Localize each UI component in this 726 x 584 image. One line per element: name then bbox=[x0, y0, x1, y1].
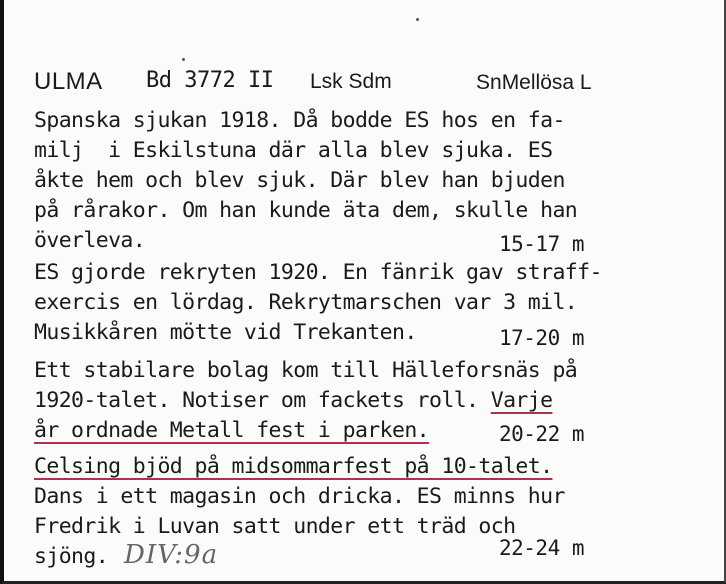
parish-name: Mellösa L bbox=[501, 71, 592, 94]
entry-line: Dans i ett magasin och dricka. ES minns hur bbox=[34, 484, 565, 509]
entry-line: på rårakor. Om han kunde äta dem, skulle han bbox=[34, 198, 578, 223]
entry-line: åkte hem och blev sjuk. Där blev han bjuden bbox=[34, 168, 565, 193]
parish-ref bbox=[476, 68, 592, 95]
entry-line: sjöng. bbox=[34, 544, 109, 569]
entry-line: överleva. bbox=[34, 228, 146, 253]
volume-ref: Bd 3772 II bbox=[146, 68, 274, 93]
card-header bbox=[34, 66, 714, 100]
county-ref: Lsk Sdm bbox=[310, 70, 392, 93]
speck bbox=[182, 58, 185, 61]
age-range: 22-24 m bbox=[499, 536, 585, 560]
entry-line: milj i Eskilstuna där alla blev sjuka. ES bbox=[34, 138, 553, 163]
entry-line: exercis en lördag. Rekrytmarschen var 3 mil. bbox=[34, 290, 578, 315]
entry-line: ES gjorde rekryten 1920. En fänrik gav straff- bbox=[34, 260, 602, 285]
age-range: 17-20 m bbox=[499, 326, 585, 350]
entry-2 bbox=[34, 258, 694, 348]
underlined-line: år ordnade Metall fest i parken. bbox=[34, 418, 430, 443]
speck bbox=[416, 18, 419, 21]
entry-line-with-underline bbox=[34, 386, 694, 416]
entry-line: Musikkåren mötte vid Trekanten. bbox=[34, 320, 417, 345]
entry-line: Fredrik i Luvan satt under ett träd och bbox=[34, 514, 516, 539]
parish-prefix: Sn bbox=[476, 71, 502, 94]
entry-line: Spanska sjukan 1918. Då bodde ES hos en fa- bbox=[34, 108, 565, 133]
underlined-line: Celsing bjöd på midsommarfest på 10-talet. bbox=[34, 454, 553, 479]
entry-1 bbox=[34, 106, 694, 256]
handwritten-signature: DIV:9a bbox=[124, 540, 219, 570]
age-range: 15-17 m bbox=[499, 232, 585, 256]
underlined-word: Varje bbox=[490, 388, 553, 413]
entry-3 bbox=[34, 356, 694, 446]
archive-code: ULMA bbox=[34, 68, 103, 95]
age-range: 20-22 m bbox=[499, 422, 585, 446]
entry-line: Ett stabilare bolag kom till Hälleforsnäs på bbox=[34, 358, 578, 383]
entry-text: 1920-talet. Notiser om fackets roll. bbox=[34, 388, 491, 413]
